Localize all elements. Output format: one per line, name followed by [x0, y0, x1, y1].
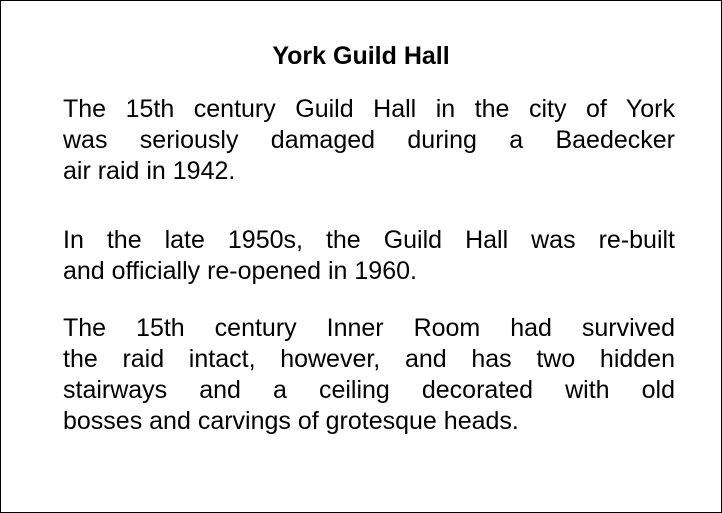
document-title: York Guild Hall	[272, 42, 450, 70]
paragraph-line: The 15th century Guild Hall in the city of York	[63, 95, 675, 123]
paragraph-history	[63, 94, 675, 187]
paragraph-line: and officially re-opened in 1960.	[63, 257, 417, 285]
paragraph-inner-room	[63, 313, 675, 437]
paragraph-line: In the late 1950s, the Guild Hall was re-built	[63, 226, 675, 254]
paragraph-line: air raid in 1942.	[63, 157, 236, 185]
paragraph-line: the raid intact, however, and has two hidden	[63, 345, 675, 373]
paragraph-line: The 15th century Inner Room had survived	[63, 314, 675, 342]
paragraph-line: stairways and a ceiling decorated with old	[63, 376, 675, 404]
paragraph-rebuild	[63, 225, 675, 287]
paragraph-line: was seriously damaged during a Baedecker	[63, 126, 675, 154]
paragraph-line: bosses and carvings of grotesque heads.	[63, 407, 519, 435]
